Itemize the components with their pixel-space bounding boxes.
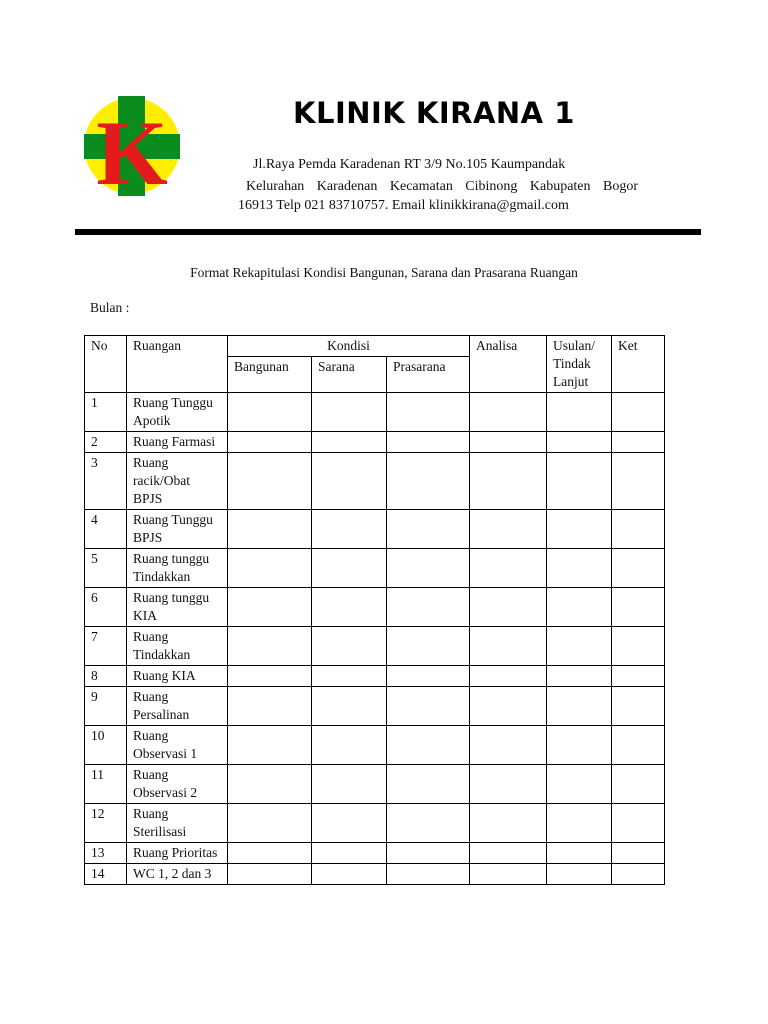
analisa-cell[interactable]	[470, 627, 547, 666]
sarana-cell[interactable]	[312, 864, 387, 885]
ket-cell[interactable]	[612, 843, 665, 864]
sarana-cell[interactable]	[312, 843, 387, 864]
table-row	[85, 432, 665, 453]
usulan-cell[interactable]	[547, 765, 612, 804]
table-row	[85, 510, 665, 549]
table-row	[85, 666, 665, 687]
analisa-cell[interactable]	[470, 432, 547, 453]
table-row	[85, 687, 665, 726]
analisa-cell[interactable]	[470, 453, 547, 510]
analisa-cell[interactable]	[470, 804, 547, 843]
ket-cell[interactable]	[612, 726, 665, 765]
header-no: No	[85, 336, 127, 393]
prasarana-cell[interactable]	[387, 843, 470, 864]
ket-cell[interactable]	[612, 549, 665, 588]
bangunan-cell[interactable]	[228, 864, 312, 885]
header-kondisi: Kondisi	[228, 336, 470, 357]
ket-cell[interactable]	[612, 804, 665, 843]
table-row	[85, 453, 665, 510]
bangunan-cell[interactable]	[228, 432, 312, 453]
prasarana-cell[interactable]	[387, 804, 470, 843]
header-analisa: Analisa	[470, 336, 547, 393]
usulan-cell[interactable]	[547, 726, 612, 765]
room-name: Ruang Farmasi	[127, 432, 228, 453]
table-row	[85, 726, 665, 765]
usulan-cell[interactable]	[547, 510, 612, 549]
usulan-cell[interactable]	[547, 627, 612, 666]
table-row	[85, 549, 665, 588]
sarana-cell[interactable]	[312, 687, 387, 726]
table-row	[85, 588, 665, 627]
sarana-cell[interactable]	[312, 549, 387, 588]
table-row	[85, 765, 665, 804]
room-name: Ruang Tunggu Apotik	[127, 393, 228, 432]
table-row	[85, 843, 665, 864]
header-sarana: Sarana	[312, 357, 387, 393]
usulan-cell[interactable]	[547, 843, 612, 864]
bangunan-cell[interactable]	[228, 726, 312, 765]
row-number: 5	[85, 549, 127, 588]
sarana-cell[interactable]	[312, 627, 387, 666]
row-number: 14	[85, 864, 127, 885]
header-bangunan: Bangunan	[228, 357, 312, 393]
ket-cell[interactable]	[612, 627, 665, 666]
prasarana-cell[interactable]	[387, 549, 470, 588]
row-number: 11	[85, 765, 127, 804]
prasarana-cell[interactable]	[387, 510, 470, 549]
clinic-logo	[82, 94, 182, 198]
analisa-cell[interactable]	[470, 666, 547, 687]
usulan-cell[interactable]	[547, 804, 612, 843]
usulan-cell[interactable]	[547, 393, 612, 432]
ket-cell[interactable]	[612, 687, 665, 726]
prasarana-cell[interactable]	[387, 393, 470, 432]
usulan-cell[interactable]	[547, 864, 612, 885]
bangunan-cell[interactable]	[228, 765, 312, 804]
bulan-label: Bulan :	[90, 300, 130, 315]
address-line-2: Kelurahan Karadenan Kecamatan Cibinong Kabupaten Bogor	[246, 179, 638, 194]
row-number: 1	[85, 393, 127, 432]
usulan-cell[interactable]	[547, 432, 612, 453]
analisa-cell[interactable]	[470, 510, 547, 549]
sarana-cell[interactable]	[312, 765, 387, 804]
prasarana-cell[interactable]	[387, 627, 470, 666]
prasarana-cell[interactable]	[387, 765, 470, 804]
bangunan-cell[interactable]	[228, 627, 312, 666]
row-number: 12	[85, 804, 127, 843]
ket-cell[interactable]	[612, 588, 665, 627]
room-name: Ruang Observasi 1	[127, 726, 228, 765]
prasarana-cell[interactable]	[387, 726, 470, 765]
bangunan-cell[interactable]	[228, 588, 312, 627]
room-name: Ruang Tunggu BPJS	[127, 510, 228, 549]
bangunan-cell[interactable]	[228, 687, 312, 726]
ket-cell[interactable]	[612, 510, 665, 549]
clinic-name: KLINIK KIRANA 1	[293, 96, 575, 130]
analisa-cell[interactable]	[470, 864, 547, 885]
sarana-cell[interactable]	[312, 804, 387, 843]
analisa-cell[interactable]	[470, 765, 547, 804]
bangunan-cell[interactable]	[228, 843, 312, 864]
table-row	[85, 393, 665, 432]
room-name: Ruang KIA	[127, 666, 228, 687]
bangunan-cell[interactable]	[228, 549, 312, 588]
header-prasarana: Prasarana	[387, 357, 470, 393]
room-name: WC 1, 2 dan 3	[127, 864, 228, 885]
table-row	[85, 627, 665, 666]
room-name: Ruang Tindakkan	[127, 627, 228, 666]
prasarana-cell[interactable]	[387, 453, 470, 510]
bangunan-cell[interactable]	[228, 393, 312, 432]
ket-cell[interactable]	[612, 432, 665, 453]
sarana-cell[interactable]	[312, 666, 387, 687]
prasarana-cell[interactable]	[387, 432, 470, 453]
table-row	[85, 804, 665, 843]
table-body	[85, 393, 665, 885]
row-number: 8	[85, 666, 127, 687]
header-divider	[75, 229, 701, 235]
row-number: 6	[85, 588, 127, 627]
ket-cell[interactable]	[612, 453, 665, 510]
prasarana-cell[interactable]	[387, 666, 470, 687]
sarana-cell[interactable]	[312, 432, 387, 453]
usulan-cell[interactable]	[547, 666, 612, 687]
header-usulan: Usulan/ Tindak Lanjut	[547, 336, 612, 393]
recap-table	[84, 335, 665, 885]
room-name: Ruang Sterilisasi	[127, 804, 228, 843]
prasarana-cell[interactable]	[387, 864, 470, 885]
bangunan-cell[interactable]	[228, 510, 312, 549]
row-number: 7	[85, 627, 127, 666]
usulan-cell[interactable]	[547, 549, 612, 588]
sarana-cell[interactable]	[312, 588, 387, 627]
usulan-cell[interactable]	[547, 687, 612, 726]
row-number: 13	[85, 843, 127, 864]
room-name: Ruang Prioritas	[127, 843, 228, 864]
analisa-cell[interactable]	[470, 687, 547, 726]
sarana-cell[interactable]	[312, 726, 387, 765]
bangunan-cell[interactable]	[228, 666, 312, 687]
analisa-cell[interactable]	[470, 726, 547, 765]
room-name: Ruang Observasi 2	[127, 765, 228, 804]
bangunan-cell[interactable]	[228, 453, 312, 510]
ket-cell[interactable]	[612, 393, 665, 432]
analisa-cell[interactable]	[470, 588, 547, 627]
address-line-3: 16913 Telp 021 83710757. Email klinikkirana@gmail.com	[238, 198, 569, 213]
address-line-1: Jl.Raya Pemda Karadenan RT 3/9 No.105 Kaumpandak	[253, 157, 566, 172]
sarana-cell[interactable]	[312, 453, 387, 510]
analisa-cell[interactable]	[470, 549, 547, 588]
logo-letter: K	[96, 102, 168, 198]
ket-cell[interactable]	[612, 765, 665, 804]
prasarana-cell[interactable]	[387, 687, 470, 726]
row-number: 2	[85, 432, 127, 453]
bangunan-cell[interactable]	[228, 804, 312, 843]
usulan-cell[interactable]	[547, 453, 612, 510]
header-ruangan: Ruangan	[127, 336, 228, 393]
prasarana-cell[interactable]	[387, 588, 470, 627]
table-row	[85, 864, 665, 885]
analisa-cell[interactable]	[470, 843, 547, 864]
row-number: 9	[85, 687, 127, 726]
room-name: Ruang Persalinan	[127, 687, 228, 726]
room-name: Ruang tunggu KIA	[127, 588, 228, 627]
sarana-cell[interactable]	[312, 393, 387, 432]
row-number: 10	[85, 726, 127, 765]
row-number: 3	[85, 453, 127, 510]
room-name: Ruang racik/Obat BPJS	[127, 453, 228, 510]
analisa-cell[interactable]	[470, 393, 547, 432]
document-title: Format Rekapitulasi Kondisi Bangunan, Sarana dan Prasarana Ruangan	[190, 265, 578, 280]
ket-cell[interactable]	[612, 864, 665, 885]
sarana-cell[interactable]	[312, 510, 387, 549]
room-name: Ruang tunggu Tindakkan	[127, 549, 228, 588]
usulan-cell[interactable]	[547, 588, 612, 627]
row-number: 4	[85, 510, 127, 549]
ket-cell[interactable]	[612, 666, 665, 687]
header-ket: Ket	[612, 336, 665, 393]
